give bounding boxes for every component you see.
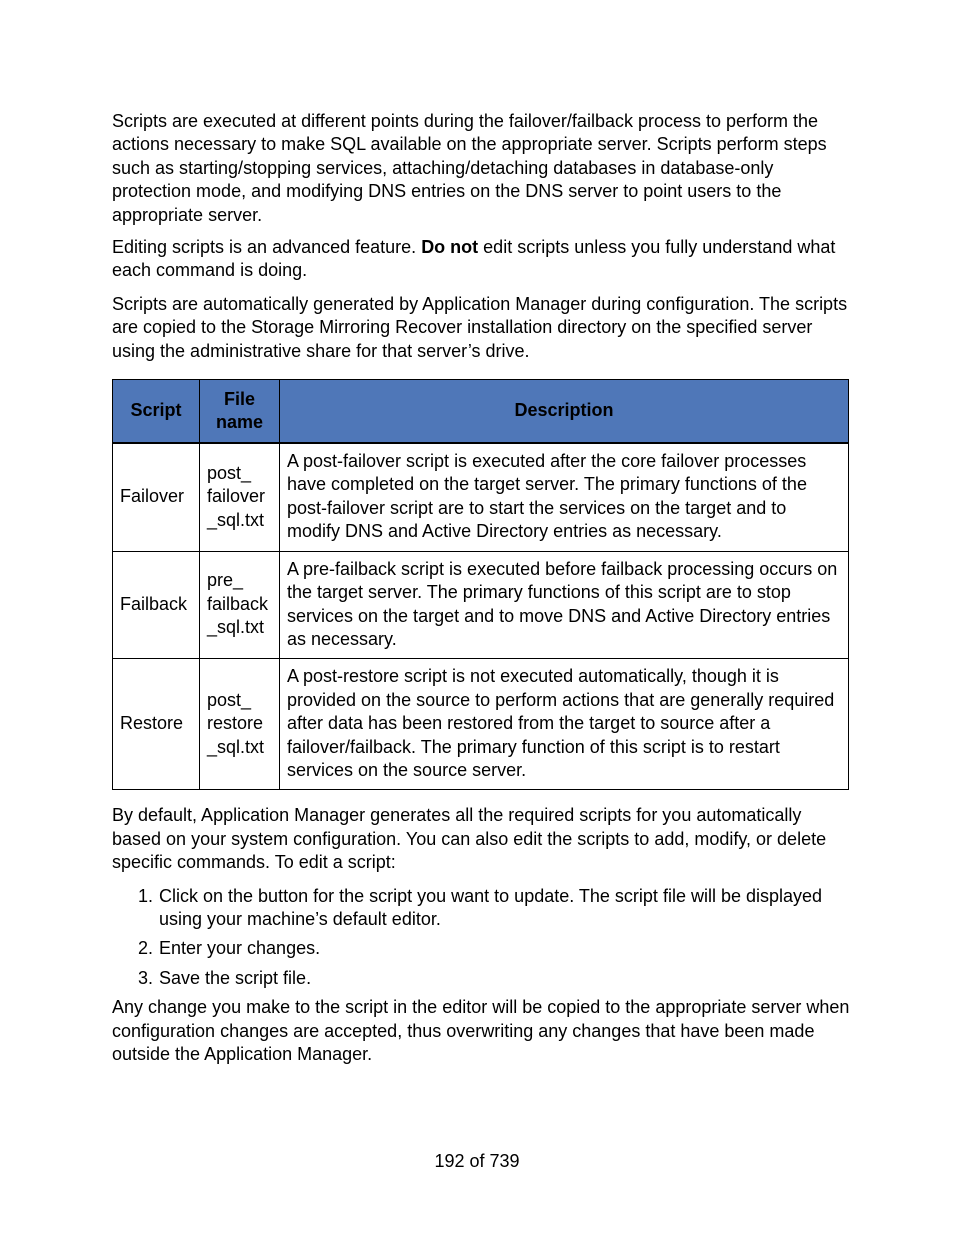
header-script: Script <box>113 380 200 444</box>
table-header-row <box>113 380 849 444</box>
cell-description: A post-restore script is not executed automatically, though it is provided on the source to perform actions that are generally required after data has been restored from the target to source after a failover/failback. The primary function of this script is to restart services on the source server. <box>280 659 849 790</box>
warning-text-before: Editing scripts is an advanced feature. <box>112 237 422 258</box>
cell-file-name: pre_ failback _sql.txt <box>200 551 280 659</box>
cell-script: Restore <box>113 659 200 790</box>
list-item: 3. Save the script file. <box>158 967 852 990</box>
edit-steps-list <box>112 885 852 991</box>
list-item: 1. Click on the button for the script you want to update. The script file will be displayed using your machine’s default editor. <box>158 885 852 932</box>
document-body <box>112 110 852 1076</box>
table-row <box>113 551 849 659</box>
table-row <box>113 659 849 790</box>
header-description: Description <box>280 380 849 444</box>
cell-file-name: post_ restore _sql.txt <box>200 659 280 790</box>
warning-paragraph <box>112 236 852 283</box>
header-file-name: File name <box>200 380 280 444</box>
cell-script: Failover <box>113 443 200 551</box>
cell-description: A post-failover script is executed after the core failover processes have completed on the target server. The primary functions of the post-failover script are to start the services on the target and to modify DNS and Active Directory entries as necessary. <box>280 443 849 551</box>
cell-script: Failback <box>113 551 200 659</box>
cell-file-name: post_ failover _sql.txt <box>200 443 280 551</box>
list-item: 2. Enter your changes. <box>158 937 852 960</box>
intro-paragraph: Scripts are executed at different points during the failover/failback process to perform the actions necessary to make SQL available on the appropriate server. Scripts perform steps such as starting/stopping services, attaching/detaching databases in database-only protection mode, and modifying DNS entries on the DNS server to point users to the appropriate server. <box>112 111 827 225</box>
scripts-table <box>112 379 849 790</box>
cell-description: A pre-failback script is executed before failback processing occurs on the target server. The primary functions of this script are to stop services on the target and to move DNS and Active Directory entries as necessary. <box>280 551 849 659</box>
table-row <box>113 443 849 551</box>
page-number: 192 of 739 <box>434 1151 520 1171</box>
warning-text-after: edit scripts unless you fully understand what each command is doing. <box>112 237 836 281</box>
warning-emphasis: Do not <box>421 237 479 258</box>
generation-paragraph: Scripts are automatically generated by Application Manager during configuration. The scripts are copied to the Storage Mirroring Recover installation directory on the specified server using the administrative share for that server’s drive. <box>112 293 848 361</box>
edit-instructions-paragraph: By default, Application Manager generates all the required scripts for you automatically based on your system configuration. You can also edit the scripts to add, modify, or delete specific commands. To edit a script: <box>112 805 827 873</box>
overwrite-note-paragraph: Any change you make to the script in the editor will be copied to the appropriate server when configuration changes are accepted, thus overwriting any changes that have been made outside the Application Manager. <box>112 997 850 1064</box>
